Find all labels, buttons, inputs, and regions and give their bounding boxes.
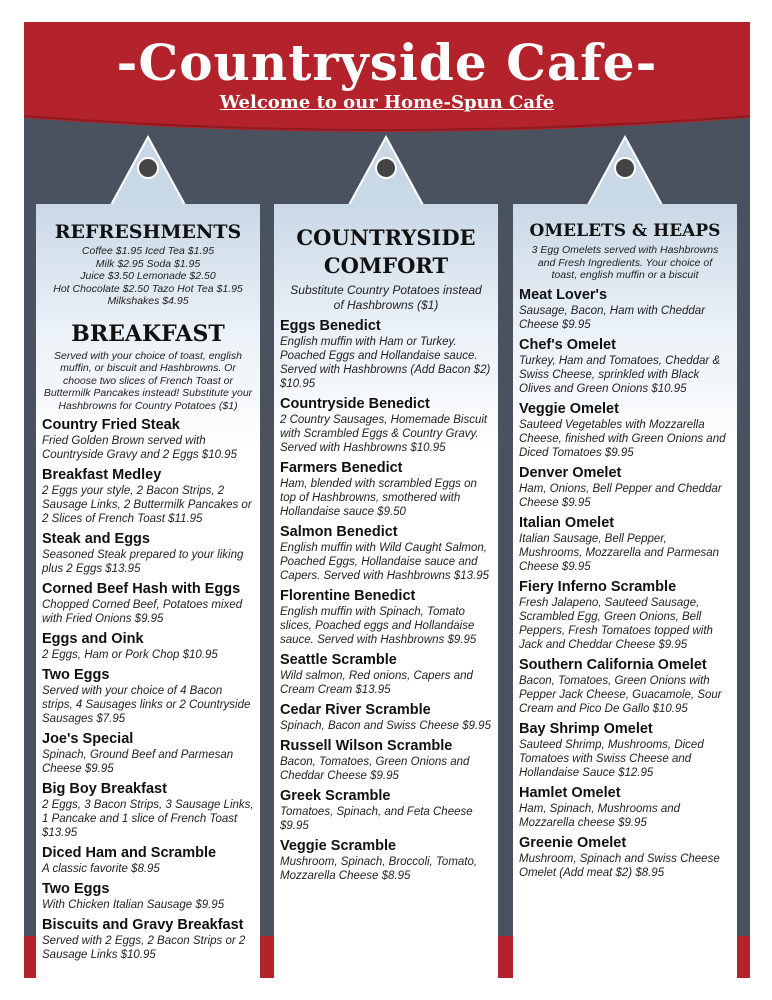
omelets-title: OMELETS & HEAPS xyxy=(529,221,721,241)
item-name: Southern California Omelet xyxy=(519,656,707,673)
item-name: Diced Ham and Scramble xyxy=(42,845,217,861)
item-desc: Served with your choice of 4 Bacon strips, 4 Sausages links or 2 Countryside Sausages $7.95 xyxy=(42,685,251,725)
item-desc: 2 Eggs your style, 2 Bacon Strips, 2 Sausage Links, 2 Buttermilk Pancakes or 2 Slices of French Toast $11.95 xyxy=(42,485,252,525)
item-desc: Turkey, Ham and Tomatoes, Cheddar & Swiss Cheese, sprinkled with Black Olives and Green Onions $10.95 xyxy=(519,354,721,395)
breakfast-note: Served with your choice of toast, english muffin, or biscuit and Hashbrowns. Or choose two slices of French Toast or Buttermilk Pancakes instead! Substitute your Hashbrowns for Country Potatoes ($1) xyxy=(43,349,253,412)
refreshment-line: Hot Chocolate $2.50 Tazo Hot Tea $1.95 xyxy=(53,282,243,295)
item-name: Joe's Special xyxy=(42,731,134,747)
refreshment-line: Milkshakes $4.95 xyxy=(107,295,189,307)
list-item xyxy=(42,667,254,726)
item-desc: Ham, Spinach, Mushrooms and Mozzarella cheese $9.95 xyxy=(519,802,681,829)
item-name: Country Fried Steak xyxy=(42,417,180,433)
item-desc: A classic favorite $8.95 xyxy=(42,863,160,875)
list-item xyxy=(280,652,492,697)
column-left xyxy=(36,204,260,978)
column-right xyxy=(513,204,737,978)
item-name: Big Boy Breakfast xyxy=(42,781,167,797)
refreshment-line: Milk $2.95 Soda $1.95 xyxy=(95,257,201,270)
item-desc: Mushroom, Spinach, Broccoli, Tomato, Mozzarella Cheese $8.95 xyxy=(280,856,478,882)
list-item xyxy=(42,417,254,462)
tag-top-right xyxy=(513,132,737,206)
list-item xyxy=(280,524,492,583)
refreshments-title: REFRESHMENTS xyxy=(54,221,242,243)
refreshments-list xyxy=(42,245,254,308)
breakfast-title: BREAKFAST xyxy=(71,320,225,347)
list-item xyxy=(42,917,254,962)
item-desc: Chopped Corned Beef, Potatoes mixed with Fried Onions $9.95 xyxy=(42,599,243,625)
list-item xyxy=(280,396,492,455)
item-name: Farmers Benedict xyxy=(280,460,403,476)
item-name: Greek Scramble xyxy=(280,788,391,804)
item-name: Eggs Benedict xyxy=(280,318,381,334)
item-desc: Italian Sausage, Bell Pepper, Mushrooms, Mozzarella and Parmesan Cheese $9.95 xyxy=(519,532,720,573)
item-desc: Served with 2 Eggs, 2 Bacon Strips or 2 Sausage Links $10.95 xyxy=(42,935,246,961)
item-desc: 2 Country Sausages, Homemade Biscuit with Scrambled Eggs & Country Gravy. Served with Hashbrowns $10.95 xyxy=(280,414,488,454)
item-name: Italian Omelet xyxy=(519,514,615,531)
item-desc: Tomatoes, Spinach, and Feta Cheese $9.95 xyxy=(280,806,473,832)
item-desc: Seasoned Steak prepared to your liking plus 2 Eggs $13.95 xyxy=(42,549,244,575)
item-name: Florentine Benedict xyxy=(280,588,416,604)
list-item xyxy=(42,731,254,776)
item-name: Salmon Benedict xyxy=(280,524,398,540)
list-item xyxy=(42,845,254,876)
item-name: Russell Wilson Scramble xyxy=(280,738,453,754)
list-item xyxy=(519,785,731,830)
list-item xyxy=(280,838,492,883)
item-desc: Mushroom, Spinach and Swiss Cheese Omelet (Add meat $2) $8.95 xyxy=(519,852,720,879)
column-middle xyxy=(274,204,498,978)
item-name: Countryside Benedict xyxy=(280,396,430,412)
item-desc: Ham, blended with scrambled Eggs on top of Hashbrowns, smothered with Hollandaise sauce $9.50 xyxy=(280,478,477,518)
comfort-title-line1: COUNTRYSIDE xyxy=(296,225,476,250)
tag-top-middle xyxy=(274,132,498,206)
item-desc: Bacon, Tomatoes, Green Onions with Pepper Jack Cheese, Guacamole, Sour Cream and Pico De Gallo $10.95 xyxy=(519,674,722,715)
list-item xyxy=(42,467,254,526)
list-item xyxy=(280,788,492,833)
list-item xyxy=(519,721,731,780)
list-item xyxy=(280,588,492,647)
menu-frame xyxy=(24,22,750,978)
item-name: Meat Lover's xyxy=(519,286,608,303)
item-desc: Sauteed Shrimp, Mushrooms, Diced Tomatoes with Swiss Cheese and Hollandaise Sauce $12.95 xyxy=(519,738,704,779)
item-desc: 2 Eggs, Ham or Pork Chop $10.95 xyxy=(42,649,218,661)
page-subtitle: Welcome to our Home-Spun Cafe xyxy=(219,92,555,113)
list-item xyxy=(42,881,254,912)
list-item xyxy=(519,337,731,396)
item-desc: English muffin with Ham or Turkey. Poached Eggs and Hollandaise sauce. Served with Hashbrowns (Add Bacon $2) $10.95 xyxy=(280,336,491,390)
item-name: Bay Shrimp Omelet xyxy=(519,720,653,737)
item-name: Hamlet Omelet xyxy=(519,784,621,801)
item-name: Two Eggs xyxy=(42,881,110,897)
item-desc: Spinach, Bacon and Swiss Cheese $9.95 xyxy=(280,720,491,732)
item-desc: 2 Eggs, 3 Bacon Strips, 3 Sausage Links, 1 Pancake and 1 slice of French Toast $13.95 xyxy=(42,799,254,839)
item-name: Greenie Omelet xyxy=(519,834,627,851)
comfort-title-line2: COMFORT xyxy=(323,253,449,278)
refreshment-line: Coffee $1.95 Iced Tea $1.95 xyxy=(81,245,215,257)
refreshment-line: Juice $3.50 Lemonade $2.50 xyxy=(80,270,216,282)
item-desc: Fried Golden Brown served with Countryside Gravy and 2 Eggs $10.95 xyxy=(42,435,237,461)
list-item xyxy=(42,531,254,576)
list-item xyxy=(519,401,731,460)
list-item xyxy=(519,835,731,880)
item-name: Breakfast Medley xyxy=(42,467,162,483)
item-name: Biscuits and Gravy Breakfast xyxy=(42,917,244,933)
item-desc: English muffin with Wild Caught Salmon, Poached Eggs, Hollandaise sauce and Capers. Served with Hashbrowns $13.95 xyxy=(280,542,490,582)
list-item xyxy=(519,287,731,332)
list-item xyxy=(280,702,492,733)
page-title: -Countryside Cafe- xyxy=(116,33,658,92)
item-desc: With Chicken Italian Sausage $9.95 xyxy=(42,899,225,911)
item-desc: Spinach, Ground Beef and Parmesan Cheese $9.95 xyxy=(42,749,234,775)
item-name: Eggs and Oink xyxy=(42,631,144,647)
list-item xyxy=(519,657,731,716)
list-item xyxy=(519,579,731,652)
list-item xyxy=(519,515,731,574)
item-name: Two Eggs xyxy=(42,667,110,683)
item-name: Chef's Omelet xyxy=(519,336,616,353)
comfort-note: Substitute Country Potatoes instead of Hashbrowns ($1) xyxy=(290,283,482,312)
item-name: Fiery Inferno Scramble xyxy=(519,578,677,595)
list-item xyxy=(519,465,731,510)
item-name: Veggie Scramble xyxy=(280,838,397,854)
item-name: Corned Beef Hash with Eggs xyxy=(42,581,241,597)
item-name: Steak and Eggs xyxy=(42,531,150,547)
omelets-note: 3 Egg Omelets served with Hashbrowns and Fresh Ingredients. Your choice of toast, english muffin or a biscuit xyxy=(531,244,719,281)
item-desc: English muffin with Spinach, Tomato slices, Poached eggs and Hollandaise sauce. Served with Hashbrowns $9.95 xyxy=(280,606,477,646)
item-desc: Ham, Onions, Bell Pepper and Cheddar Cheese $9.95 xyxy=(519,482,722,509)
item-desc: Sausage, Bacon, Ham with Cheddar Cheese $9.95 xyxy=(519,304,706,331)
list-item xyxy=(280,738,492,783)
list-item xyxy=(42,631,254,662)
item-desc: Bacon, Tomatoes, Green Onions and Cheddar Cheese $9.95 xyxy=(280,756,470,782)
item-desc: Wild salmon, Red onions, Capers and Cream Cream $13.95 xyxy=(280,670,473,696)
item-desc: Sauteed Vegetables with Mozzarella Cheese, finished with Green Onions and Diced Tomatoes $9.95 xyxy=(519,418,726,459)
list-item xyxy=(280,318,492,391)
list-item xyxy=(280,460,492,519)
item-name: Veggie Omelet xyxy=(519,400,619,417)
item-name: Cedar River Scramble xyxy=(280,702,431,718)
list-item xyxy=(42,581,254,626)
list-item xyxy=(42,781,254,840)
item-desc: Fresh Jalapeno, Sauteed Sausage, Scrambled Egg, Green Onions, Bell Peppers, Fresh Tomatoes topped with Jack and Cheddar Cheese $9.95 xyxy=(519,596,713,651)
item-name: Seattle Scramble xyxy=(280,652,397,668)
item-name: Denver Omelet xyxy=(519,464,622,481)
tag-top-left xyxy=(36,132,260,206)
